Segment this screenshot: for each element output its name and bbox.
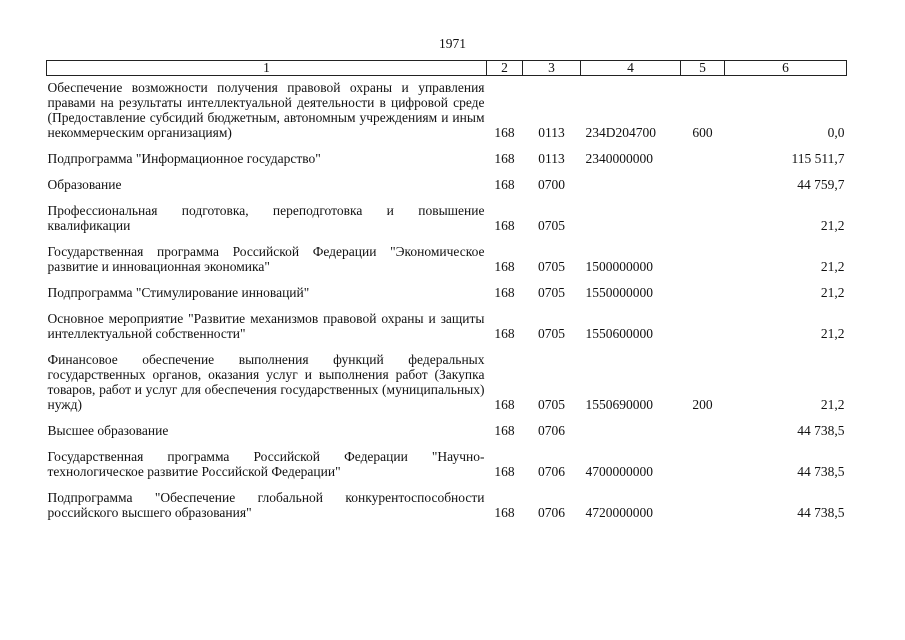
table-row	[47, 412, 847, 438]
row-section-code: 0113	[538, 125, 565, 140]
row-expense-type	[681, 300, 725, 341]
row-amount: 21,2	[820, 397, 845, 412]
table-body	[47, 76, 847, 521]
row-target-code: 234D204700	[585, 125, 656, 140]
row-name: Основное мероприятие "Развитие механизмов правовой охраны и защиты интеллектуальной собственности"	[47, 311, 485, 341]
row-ministry-code: 168	[494, 326, 515, 341]
row-target-code: 1550600000	[585, 326, 653, 341]
row-ministry-code: 168	[494, 151, 515, 166]
row-section-code: 0700	[538, 177, 565, 192]
row-name: Высшее образование	[47, 423, 169, 438]
column-header-2: 2	[487, 61, 523, 76]
row-expense-type	[681, 412, 725, 438]
column-header-1: 1	[47, 61, 487, 76]
row-section-code: 0705	[538, 326, 565, 341]
row-expense-type: 600	[692, 125, 713, 140]
row-amount: 21,2	[820, 218, 845, 233]
row-target-code: 1500000000	[585, 259, 653, 274]
row-ministry-code: 168	[494, 259, 515, 274]
row-amount: 21,2	[820, 285, 845, 300]
table-row	[47, 233, 847, 274]
row-target-code: 4720000000	[585, 505, 653, 520]
row-amount: 44 759,7	[797, 177, 845, 192]
row-name: Подпрограмма "Стимулирование инноваций"	[47, 285, 310, 300]
row-target-code	[581, 166, 681, 192]
row-expense-type	[681, 140, 725, 166]
row-ministry-code: 168	[494, 177, 515, 192]
row-section-code: 0705	[538, 397, 565, 412]
column-header-6: 6	[725, 61, 847, 76]
row-expense-type: 200	[692, 397, 713, 412]
row-target-code	[581, 192, 681, 233]
row-ministry-code: 168	[494, 505, 515, 520]
row-section-code: 0705	[538, 285, 565, 300]
row-expense-type	[681, 438, 725, 479]
row-expense-type	[681, 192, 725, 233]
row-amount: 21,2	[820, 326, 845, 341]
column-header-4: 4	[581, 61, 681, 76]
row-amount: 44 738,5	[797, 505, 845, 520]
row-ministry-code: 168	[494, 464, 515, 479]
page-number: 1971	[439, 36, 466, 51]
row-target-code: 4700000000	[585, 464, 653, 479]
row-target-code: 2340000000	[585, 151, 653, 166]
row-name: Обеспечение возможности получения правовой охраны и управления правами на результаты интеллектуальной деятельности в цифровой среде (Предоставление субсидий бюджетным, автономным учреждениям и иным некоммерческим организациям)	[47, 80, 485, 140]
row-name: Подпрограмма "Информационное государство"	[47, 151, 321, 166]
row-target-code	[581, 412, 681, 438]
row-expense-type	[681, 166, 725, 192]
table-row	[47, 192, 847, 233]
row-ministry-code: 168	[494, 218, 515, 233]
row-section-code: 0706	[538, 423, 565, 438]
header-row	[47, 61, 847, 76]
column-header-5: 5	[681, 61, 725, 76]
row-name: Государственная программа Российской Федерации "Экономическое развитие и инновационная экономика"	[47, 244, 485, 274]
row-section-code: 0706	[538, 505, 565, 520]
table-row	[47, 274, 847, 300]
row-target-code: 1550000000	[585, 285, 653, 300]
table-row	[47, 341, 847, 412]
row-ministry-code: 168	[494, 285, 515, 300]
table-header	[47, 61, 847, 76]
table-row	[47, 76, 847, 141]
budget-table	[46, 60, 847, 520]
row-section-code: 0706	[538, 464, 565, 479]
row-name: Финансовое обеспечение выполнения функций федеральных государственных органов, оказания услуг и выполнения работ (Закупка товаров, работ и услуг для обеспечения государственных (муниципальных) нужд)	[47, 352, 485, 412]
row-section-code: 0113	[538, 151, 565, 166]
row-expense-type	[681, 274, 725, 300]
row-name: Государственная программа Российской Федерации "Научно-технологическое развитие Российской Федерации"	[47, 449, 485, 479]
table-row	[47, 300, 847, 341]
row-section-code: 0705	[538, 259, 565, 274]
row-name: Подпрограмма "Обеспечение глобальной конкурентоспособности российского высшего образования"	[47, 490, 485, 520]
row-name: Профессиональная подготовка, переподготовка и повышение квалификации	[47, 203, 485, 233]
row-ministry-code: 168	[494, 423, 515, 438]
table-row	[47, 438, 847, 479]
row-expense-type	[681, 479, 725, 520]
row-target-code: 1550690000	[585, 397, 653, 412]
row-ministry-code: 168	[494, 397, 515, 412]
row-name: Образование	[47, 177, 122, 192]
row-amount: 115 511,7	[791, 151, 845, 166]
row-amount: 0,0	[827, 125, 845, 140]
table-row	[47, 140, 847, 166]
row-amount: 44 738,5	[797, 464, 845, 479]
row-ministry-code: 168	[494, 125, 515, 140]
table-row	[47, 166, 847, 192]
table-row	[47, 479, 847, 520]
row-section-code: 0705	[538, 218, 565, 233]
column-header-3: 3	[523, 61, 581, 76]
row-amount: 21,2	[820, 259, 845, 274]
row-expense-type	[681, 233, 725, 274]
row-amount: 44 738,5	[797, 423, 845, 438]
